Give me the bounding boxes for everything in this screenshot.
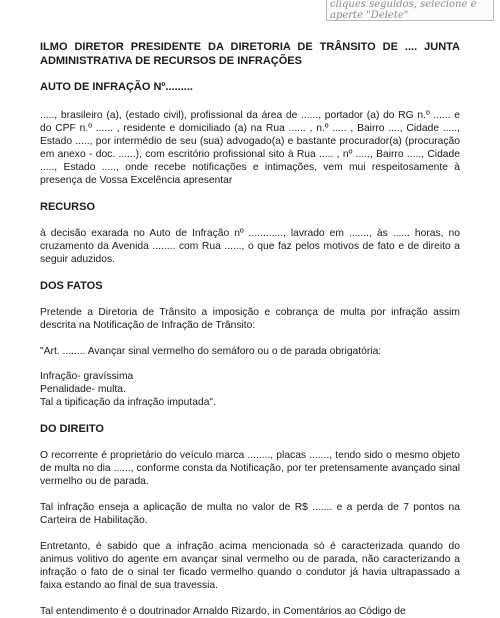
instruction-note bbox=[326, 0, 494, 21]
direito-paragraph-1: O recorrente é proprietário do veículo marca ........, placas ......., tendo sido o mesmo objeto de multa no dia ......, conforme consta da Notificação, por ter pretensamente avançado sinal vermelho ou de parada. bbox=[40, 450, 460, 487]
fatos-title: DOS FATOS bbox=[40, 280, 103, 292]
note-line: aperte "Delete" bbox=[330, 9, 409, 21]
document-body bbox=[40, 40, 460, 618]
auto-title: AUTO DE INFRAÇÃO Nº......... bbox=[40, 81, 193, 93]
direito-paragraph-2: Tal infração enseja a aplicação de multa no valor de R$ ....... e a perda de 7 pontos na Carteira de Habilitação. bbox=[40, 502, 460, 526]
recurso-paragraph: à decisão exarada no Auto de Infração nº ............, lavrado em ......., às ...... horas, no cruzamento da Avenida ........ com Rua ......, o que faz pelos motivos de fato e de direito a seguir aduzidos. bbox=[40, 228, 460, 265]
intro-paragraph: ....., brasileiro (a), (estado civil), profissional da área de ......, portador (a) do RG n.º ...... e do CPF n.º ...... , residente e domiciliado (a) na Rua ...... , n.º ..... , Bairro ...., Cidade ....., Estado ....., por intermédio de seu (sua) advogado(a) e bastante procurador(a) (procuração em anexo - doc. ......), com escritório profissional sito à Rua ..... , nº ....., Bairro ....., Cidade ....., Estado ....., onde recebe notificações e intimações, vem mui respeitosamente à presença de Vossa Excelência apresentar bbox=[40, 110, 460, 186]
direito-paragraph-4: Tal entendimento é o doutrinador Arnaldo Rizardo, in Comentários ao Código de bbox=[40, 606, 406, 617]
recurso-title: RECURSO bbox=[40, 201, 96, 213]
note-line: cliques seguidos, selecione e bbox=[330, 0, 477, 10]
quote-article: "Art. ........ Avançar sinal vermelho do semáforo ou o de parada obrigatória: bbox=[40, 346, 382, 357]
quote-lines bbox=[40, 370, 460, 409]
document-heading: ILMO DIRETOR PRESIDENTE DA DIRETORIA DE TRÂNSITO DE .... JUNTA ADMINISTRATIVA DE RECURSOS DE INFRAÇÕES bbox=[40, 41, 460, 67]
direito-paragraph-3: Entretanto, é sabido que a infração acima mencionada só é caracterizada quando do animus volitivo do agente em avançar sinal vermelho ou de parada, não caracterizando a infração o fato de o sinal ter ficado vermelho quando o condutor já havia ultrapassado a faixa estando ao final de sua travessia. bbox=[40, 541, 460, 591]
quote-line: Tal a tipificação da infração imputada". bbox=[40, 397, 216, 408]
quote-line: Infração- gravíssima bbox=[40, 371, 134, 382]
direito-title: DO DIREITO bbox=[40, 423, 104, 435]
fatos-paragraph: Pretende a Diretoria de Trânsito a imposição e cobrança de multa por infração assim descrita na Notificação de Infração de Trânsito: bbox=[40, 307, 460, 331]
quote-line: Penalidade- multa. bbox=[40, 384, 126, 395]
